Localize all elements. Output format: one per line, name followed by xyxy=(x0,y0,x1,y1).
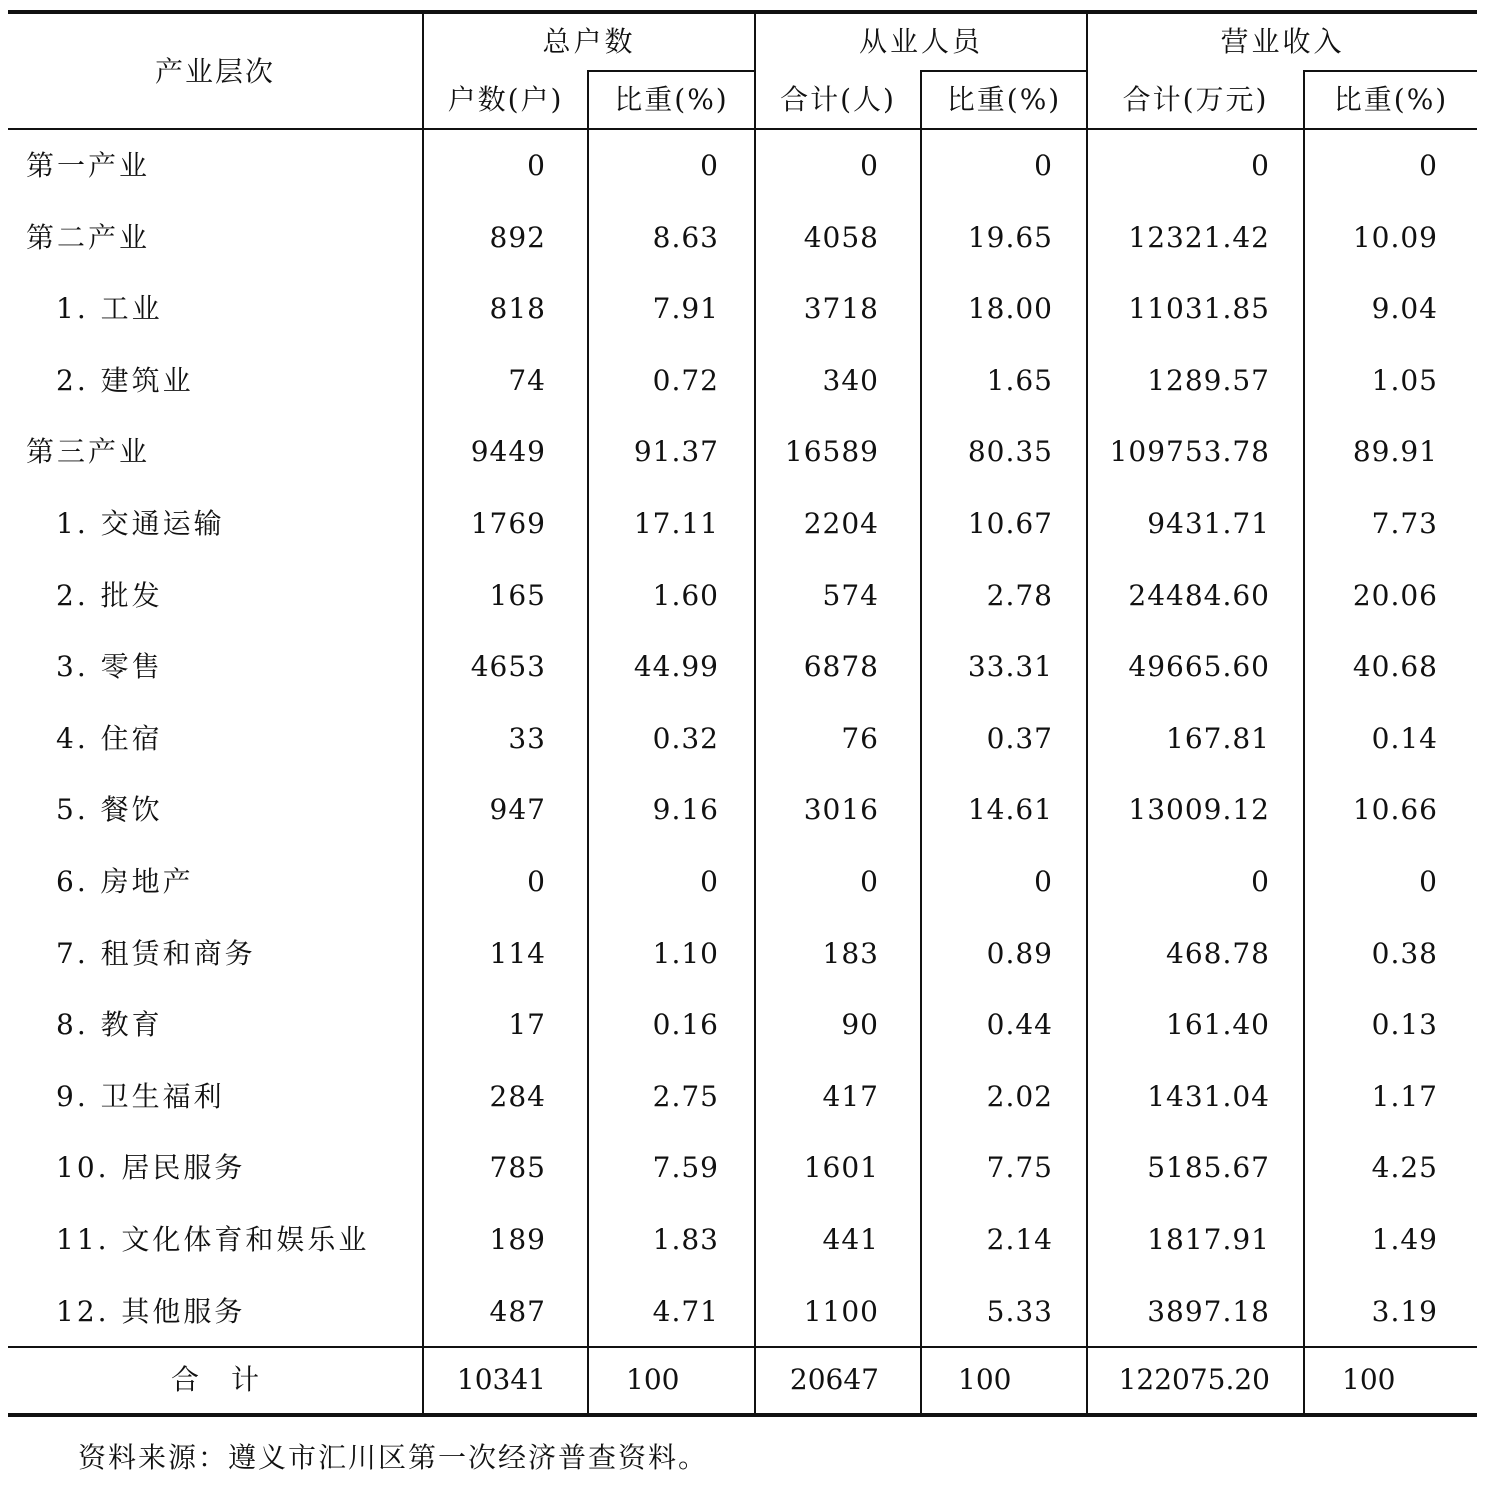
header-sub-revenue-share: 比重(%) xyxy=(1333,83,1449,116)
row-value-col-4: 2.78 xyxy=(986,579,1053,612)
row-label: 2. 批发 xyxy=(56,579,163,612)
row-value-col-5: 3897.18 xyxy=(1147,1295,1270,1328)
header-group-households: 总户数 xyxy=(542,25,636,58)
row-value-col-3: 4058 xyxy=(803,221,879,254)
row-value-col-2: 17.11 xyxy=(633,507,719,540)
row-value-col-5: 167.81 xyxy=(1166,722,1270,755)
row-label: 1. 交通运输 xyxy=(56,507,225,540)
row-value-col-6: 89.91 xyxy=(1352,435,1438,468)
row-value-col-3: 1601 xyxy=(803,1151,879,1184)
row-label: 4. 住宿 xyxy=(56,722,163,755)
row-value-col-1: 9449 xyxy=(470,435,546,468)
row-value-col-2: 2.75 xyxy=(652,1080,719,1113)
row-value-col-3: 574 xyxy=(822,579,879,612)
row-value-col-4: 5.33 xyxy=(986,1295,1053,1328)
row-value-col-5: 161.40 xyxy=(1166,1008,1270,1041)
total-row-label: 合 计 xyxy=(170,1363,261,1396)
row-value-col-3: 0 xyxy=(860,865,879,898)
row-value-col-6: 9.04 xyxy=(1371,292,1438,325)
row-value-col-2: 91.37 xyxy=(633,435,719,468)
row-value-col-4: 19.65 xyxy=(967,221,1053,254)
row-value-col-6: 40.68 xyxy=(1352,650,1438,683)
row-value-col-1: 892 xyxy=(489,221,546,254)
header-row-label: 产业层次 xyxy=(154,55,275,88)
row-value-col-6: 0 xyxy=(1419,149,1438,182)
row-label: 11. 文化体育和娱乐业 xyxy=(56,1223,370,1256)
header-sub-household-share: 比重(%) xyxy=(614,83,729,116)
row-value-col-6: 0.13 xyxy=(1371,1008,1438,1041)
total-household-share: 100 xyxy=(626,1363,680,1396)
row-value-col-3: 441 xyxy=(822,1223,879,1256)
row-value-col-5: 24484.60 xyxy=(1128,579,1270,612)
header-sub-employee-share: 比重(%) xyxy=(946,83,1062,116)
row-value-col-1: 818 xyxy=(489,292,546,325)
row-value-col-4: 33.31 xyxy=(967,650,1053,683)
row-label: 12. 其他服务 xyxy=(56,1295,246,1328)
row-value-col-4: 18.00 xyxy=(967,292,1053,325)
table-top-rule xyxy=(8,10,1477,14)
row-value-col-2: 0.32 xyxy=(652,722,719,755)
row-value-col-4: 80.35 xyxy=(967,435,1053,468)
header-subrule-revenue xyxy=(1304,70,1477,72)
header-sub-employee-total: 合计(人) xyxy=(780,83,896,116)
row-value-col-1: 1769 xyxy=(470,507,546,540)
row-label: 第二产业 xyxy=(26,221,151,254)
row-value-col-1: 114 xyxy=(489,937,546,970)
total-employee-count: 20647 xyxy=(789,1363,879,1396)
row-label: 第三产业 xyxy=(26,435,151,468)
row-value-col-4: 0.37 xyxy=(986,722,1053,755)
row-value-col-4: 14.61 xyxy=(967,793,1053,826)
row-value-col-6: 20.06 xyxy=(1352,579,1438,612)
row-value-col-3: 183 xyxy=(822,937,879,970)
row-label: 5. 餐饮 xyxy=(56,793,163,826)
row-label: 10. 居民服务 xyxy=(56,1151,246,1184)
row-value-col-2: 1.83 xyxy=(652,1223,719,1256)
row-label: 3. 零售 xyxy=(56,650,163,683)
row-label: 9. 卫生福利 xyxy=(56,1080,225,1113)
row-value-col-2: 9.16 xyxy=(652,793,719,826)
header-sub-revenue-total: 合计(万元) xyxy=(1122,83,1269,116)
row-value-col-5: 12321.42 xyxy=(1128,221,1270,254)
row-value-col-4: 0.44 xyxy=(986,1008,1053,1041)
row-value-col-1: 17 xyxy=(508,1008,546,1041)
row-value-col-1: 0 xyxy=(527,865,546,898)
row-value-col-1: 165 xyxy=(489,579,546,612)
row-value-col-2: 7.91 xyxy=(652,292,719,325)
row-value-col-2: 4.71 xyxy=(652,1295,719,1328)
row-value-col-5: 1431.04 xyxy=(1147,1080,1270,1113)
row-value-col-1: 33 xyxy=(508,722,546,755)
row-value-col-6: 7.73 xyxy=(1371,507,1438,540)
row-value-col-6: 0.14 xyxy=(1371,722,1438,755)
row-value-col-5: 0 xyxy=(1251,149,1270,182)
row-value-col-1: 74 xyxy=(508,364,546,397)
row-value-col-3: 6878 xyxy=(803,650,879,683)
row-value-col-4: 0.89 xyxy=(986,937,1053,970)
header-group-revenue: 营业收入 xyxy=(1220,25,1345,58)
row-value-col-1: 4653 xyxy=(470,650,546,683)
row-value-col-5: 1289.57 xyxy=(1147,364,1270,397)
row-value-col-2: 0.72 xyxy=(652,364,719,397)
table-bottom-rule xyxy=(8,1413,1477,1417)
row-value-col-2: 8.63 xyxy=(652,221,719,254)
total-revenue: 122075.20 xyxy=(1118,1363,1270,1396)
row-value-col-4: 2.14 xyxy=(986,1223,1053,1256)
row-value-col-3: 0 xyxy=(860,149,879,182)
row-label: 7. 租赁和商务 xyxy=(56,937,256,970)
row-value-col-1: 0 xyxy=(527,149,546,182)
row-value-col-1: 189 xyxy=(489,1223,546,1256)
row-value-col-4: 1.65 xyxy=(986,364,1053,397)
row-value-col-5: 1817.91 xyxy=(1147,1223,1270,1256)
header-subrule-households xyxy=(588,70,754,72)
row-value-col-6: 1.17 xyxy=(1371,1080,1438,1113)
header-group-employees: 从业人员 xyxy=(858,25,983,58)
row-value-col-6: 1.49 xyxy=(1371,1223,1438,1256)
row-value-col-6: 4.25 xyxy=(1371,1151,1438,1184)
source-footnote: 资料来源：遵义市汇川区第一次经济普查资料。 xyxy=(78,1441,709,1474)
total-employee-share: 100 xyxy=(958,1363,1012,1396)
table-header-rule xyxy=(8,128,1477,130)
row-value-col-6: 0 xyxy=(1419,865,1438,898)
row-value-col-2: 44.99 xyxy=(633,650,719,683)
row-value-col-1: 947 xyxy=(489,793,546,826)
row-value-col-4: 10.67 xyxy=(967,507,1053,540)
row-value-col-5: 109753.78 xyxy=(1109,435,1270,468)
row-value-col-5: 49665.60 xyxy=(1128,650,1270,683)
row-value-col-2: 0.16 xyxy=(652,1008,719,1041)
row-value-col-5: 468.78 xyxy=(1166,937,1270,970)
row-value-col-6: 0.38 xyxy=(1371,937,1438,970)
row-value-col-4: 0 xyxy=(1034,865,1053,898)
table-total-rule xyxy=(8,1346,1477,1348)
row-value-col-4: 7.75 xyxy=(986,1151,1053,1184)
row-value-col-6: 10.09 xyxy=(1352,221,1438,254)
row-label: 1. 工业 xyxy=(56,292,163,325)
row-value-col-5: 11031.85 xyxy=(1128,292,1270,325)
header-sub-household-count: 户数(户) xyxy=(447,83,564,116)
row-value-col-6: 1.05 xyxy=(1371,364,1438,397)
row-label: 6. 房地产 xyxy=(56,865,194,898)
row-value-col-3: 3016 xyxy=(803,793,879,826)
row-value-col-3: 3718 xyxy=(803,292,879,325)
row-value-col-2: 0 xyxy=(700,149,719,182)
total-household-count: 10341 xyxy=(456,1363,546,1396)
row-label: 2. 建筑业 xyxy=(56,364,194,397)
row-value-col-3: 340 xyxy=(822,364,879,397)
header-subrule-employees xyxy=(921,70,1087,72)
row-value-col-3: 16589 xyxy=(784,435,879,468)
row-value-col-6: 3.19 xyxy=(1371,1295,1438,1328)
row-label: 第一产业 xyxy=(26,149,151,182)
row-label: 8. 教育 xyxy=(56,1008,163,1041)
row-value-col-1: 487 xyxy=(489,1295,546,1328)
row-value-col-1: 785 xyxy=(489,1151,546,1184)
row-value-col-3: 76 xyxy=(841,722,879,755)
row-value-col-5: 13009.12 xyxy=(1128,793,1270,826)
row-value-col-2: 0 xyxy=(700,865,719,898)
row-value-col-1: 284 xyxy=(489,1080,546,1113)
row-value-col-3: 417 xyxy=(822,1080,879,1113)
total-revenue-share: 100 xyxy=(1342,1363,1396,1396)
row-value-col-2: 7.59 xyxy=(652,1151,719,1184)
row-value-col-6: 10.66 xyxy=(1352,793,1438,826)
row-value-col-5: 0 xyxy=(1251,865,1270,898)
row-value-col-3: 2204 xyxy=(803,507,879,540)
row-value-col-4: 0 xyxy=(1034,149,1053,182)
row-value-col-3: 90 xyxy=(841,1008,879,1041)
row-value-col-3: 1100 xyxy=(803,1295,879,1328)
row-value-col-5: 9431.71 xyxy=(1147,507,1270,540)
row-value-col-5: 5185.67 xyxy=(1147,1151,1270,1184)
row-value-col-4: 2.02 xyxy=(986,1080,1053,1113)
row-value-col-2: 1.10 xyxy=(652,937,719,970)
row-value-col-2: 1.60 xyxy=(652,579,719,612)
